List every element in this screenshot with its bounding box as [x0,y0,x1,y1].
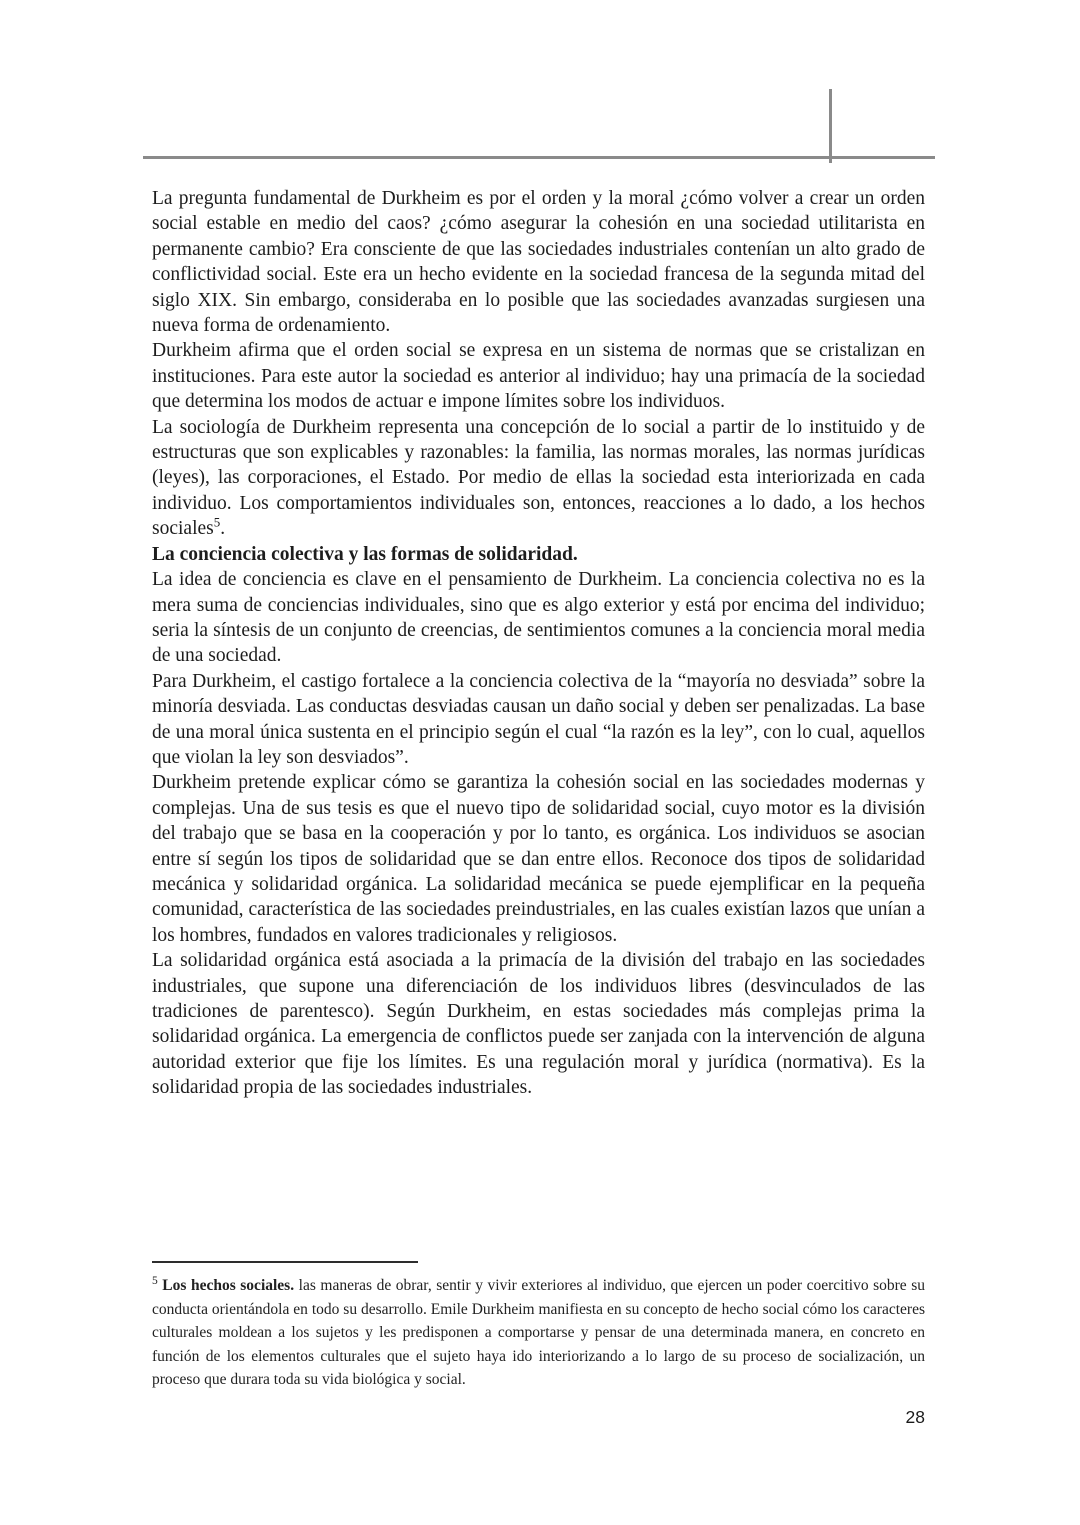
page-number: 28 [905,1407,925,1427]
paragraph: La pregunta fundamental de Durkheim es por el orden y la moral ¿cómo volver a crear un orden social estable en medio del caos? ¿cómo asegurar la cohesión en una sociedad utilitarista en permanente cambio? Era consciente de que las sociedades industriales contenían un alto grado de conflictividad social. Este era un hecho evidente en la sociedad francesa de la segunda mitad del siglo XIX. Sin embargo, consideraba en lo posible que las sociedades avanzadas surgiesen una nueva forma de ordenamiento. [152,188,925,337]
header-horizontal-rule [143,156,935,159]
footnote-separator-rule [152,1261,418,1263]
paragraph: Durkheim pretende explicar cómo se garantiza la cohesión social en las sociedades modernas y complejas. Una de sus tesis es que el nuevo tipo de solidaridad social, cuyo motor es la división del trabajo que se basa en la cooperación y por lo tanto, es orgánica. Los individuos se asocian entre sí según los tipos de solidaridad que se dan entre ellos. Reconoce dos tipos de solidaridad mecánica y solidaridad orgánica. La solidaridad mecánica se puede ejemplificar en la pequeña comunidad, característica de las sociedades preindustriales, en las cuales existían lazos que unían a los hombres, fundados en valores tradicionales y religiosos. [152,772,925,946]
paragraph-text: . [220,518,226,540]
section-heading: La conciencia colectiva y las formas de solidaridad. [152,543,578,565]
footnote-body: las maneras de obrar, sentir y vivir exteriores al individuo, que ejercen un poder coercitivo sobre su conducta orientándola en todo su desarrollo. Emile Durkheim manifiesta en su concepto de hecho social cómo los caracteres culturales moldean a los sujetos y les predisponen a comportarse y pensar de una determinada manera, en concreto en función de los elementos culturales que el sujeto haya ido interiorizando a lo largo de su proceso de socialización, un proceso que durara toda su vida biológica y social. [152,1277,926,1389]
paragraph [152,415,925,542]
footnote-term: Los hechos sociales. [162,1277,295,1294]
paragraph: La solidaridad orgánica está asociada a la primacía de la división del trabajo en las sociedades industriales, que supone una diferenciación de los individuos libres (desvinculados de las tradiciones de parentesco). Según Durkheim, en estas sociedades más complejas prima la solidaridad orgánica. La emergencia de conflictos puede ser zanjada con la intervención de alguna autoridad exterior que fije los límites. Es una regulación moral y jurídica (normativa). Es la solidaridad propia de las sociedades industriales. [152,950,925,1099]
header-vertical-rule [829,89,832,163]
body-text [152,186,925,1101]
paragraph: Para Durkheim, el castigo fortalece a la conciencia colectiva de la “mayoría no desviada” sobre la minoría desviada. Las conductas desviadas causan un daño social y deben ser penalizadas. La base de una moral única sustenta en el principio según el cual “la razón es la ley”, con lo cual, aquellos que violan la ley son desviados”. [152,670,925,768]
footnote [152,1274,925,1392]
footnote-marker: 5 [152,1274,158,1287]
footnote-section [152,1261,925,1392]
paragraph: Durkheim afirma que el orden social se expresa en un sistema de normas que se cristalizan en instituciones. Para este autor la sociedad es anterior al individuo; hay una primacía de la sociedad que determina los modos de actuar e impone límites sobre los individuos. [152,340,925,413]
paragraph-text: La sociología de Durkheim representa una concepción de lo social a partir de lo instituido y de estructuras que son explicables y razonables: la familia, las normas morales, las normas jurídicas (leyes), las corporaciones, el Estado. Por medio de ellas la sociedad esta interiorizada en cada individuo. Los comportamientos individuales son, entonces, reacciones a lo dado, a los hechos sociales [152,416,925,540]
paragraph: La idea de conciencia es clave en el pensamiento de Durkheim. La conciencia colectiva no es la mera suma de conciencias individuales, sino que es algo exterior y está por encima del individuo; seria la síntesis de un conjunto de creencias, de sentimientos comunes a la conciencia moral media de una sociedad. [152,569,925,667]
footnote-reference: 5 [213,514,221,530]
